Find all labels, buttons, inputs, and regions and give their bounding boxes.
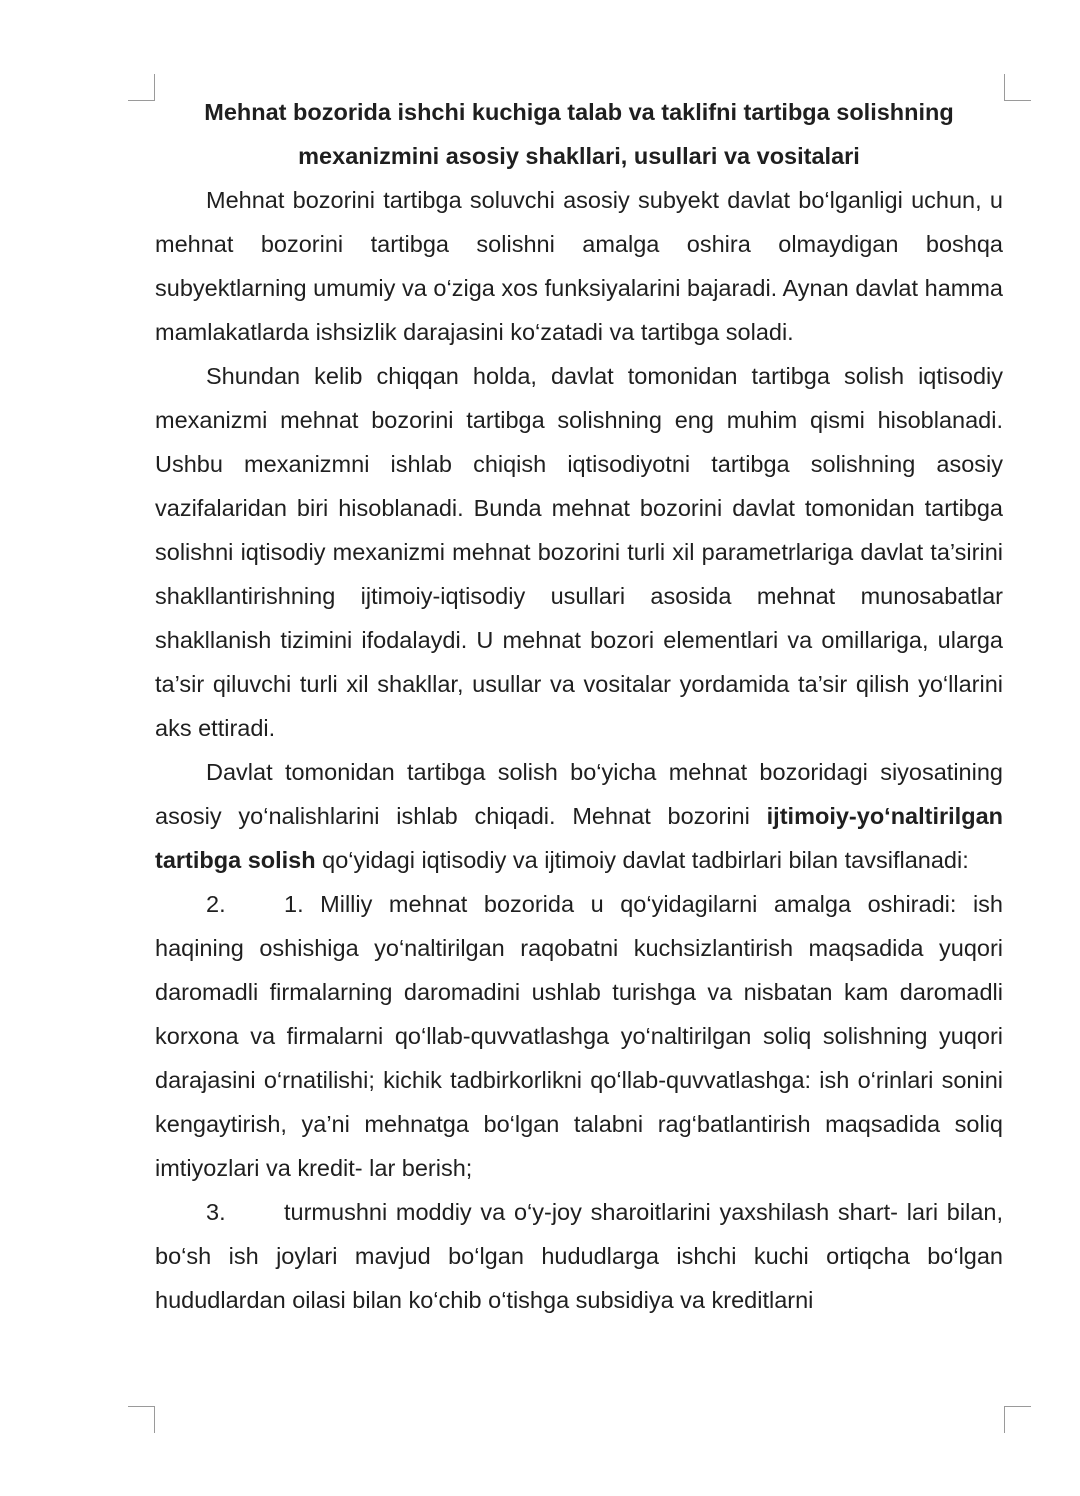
list-item-text: turmushni moddiy va o‘y-joy sharoitlarini yaxshilash shart- lari bilan, bo‘sh ish joylari mavjud bo‘lgan hududlarga ishchi kuchi ortiqcha bo‘lgan hududlardan oilasi bilan ko‘chib o‘tishga subsidiya va kreditlarni	[155, 1199, 1003, 1313]
list-item-number: 2.	[206, 891, 226, 917]
crop-mark-bottom-right	[1004, 1406, 1031, 1433]
title-line-1: Mehnat bozorida ishchi kuchiga talab va taklifni tartibga solishning	[204, 99, 954, 125]
paragraph-1: Mehnat bozorini tartibga soluvchi asosiy subyekt davlat bo‘lganligi uchun, u mehnat bozorini tartibga solishni amalga oshira olmaydigan boshqa subyektlarning umumiy va o‘ziga xos funksiyalarini bajaradi. Aynan davlat hamma mamlakatlarda ishsizlik darajasini ko‘zatadi va tartibga soladi.	[155, 187, 1003, 345]
document-title	[155, 90, 1003, 178]
crop-mark-bottom-left	[128, 1406, 155, 1433]
paragraph-2: Shundan kelib chiqqan holda, davlat tomonidan tartibga solish iqtisodiy mexanizmi mehnat bozorini tartibga solishning eng muhim qismi hisoblanadi. Ushbu mexanizmni ishlab chiqish iqtisodiyotni tartibga solishning asosiy vazifalaridan biri hisoblanadi. Bunda mehnat bozorini davlat tomonidan tartibga solishni iqtisodiy mexanizmi mehnat bozorini turli xil parametrlariga davlat ta’sirini shakllantirishning ijtimoiy-iqtisodiy usullari asosida mehnat munosabatlar shakllanish tizimini ifodalaydi. U mehnat bozori elementlari va omillariga, ularga ta’sir qiluvchi turli xil shakllar, usullar va vositalar yordamida ta’sir qilish yo‘llarini aks ettiradi.	[155, 363, 1003, 741]
paragraph-3-bold-term: ijtimoiy-yo‘naltirilgan tartibga solish	[155, 803, 1003, 873]
paragraph-3-start: Davlat tomonidan tartibga solish bo‘yicha mehnat bozoridagi siyosatining asosiy yo‘nalishlarini ishlab chiqadi. Mehnat bozorini	[155, 759, 1003, 829]
paragraph-3	[155, 750, 1003, 882]
document-body	[155, 90, 1003, 1322]
list-item	[155, 1190, 1003, 1322]
crop-mark-top-left	[128, 74, 155, 101]
title-line-2: mexanizmini asosiy shakllari, usullari va vositalari	[298, 143, 860, 169]
paragraph-3-end: qo‘yidagi iqtisodiy va ijtimoiy davlat tadbirlari bilan tavsiflanadi:	[315, 847, 969, 873]
list-item	[155, 882, 1003, 1190]
list-item-number: 3.	[206, 1199, 226, 1225]
list-item-text: 1. Milliy mehnat bozorida u qo‘yidagilarni amalga oshiradi: ish haqining oshishiga yo‘naltirilgan raqobatni kuchsizlantirish maqsadida yuqori daromadli firmalarning daromadini ushlab turishga va nisbatan kam daromadli korxona va firmalarni qo‘llab-quvvatlashga yo‘naltirilgan soliq solishning yuqori darajasini o‘rnatilishi; kichik tadbirkorlikni qo‘llab-quvvatlashga: ish o‘rinlari sonini kengaytirish, ya’ni mehnatga bo‘lgan talabni rag‘batlantirish maqsadida soliq imtiyozlari va kredit- lar berish;	[155, 891, 1003, 1181]
crop-mark-top-right	[1004, 74, 1031, 101]
